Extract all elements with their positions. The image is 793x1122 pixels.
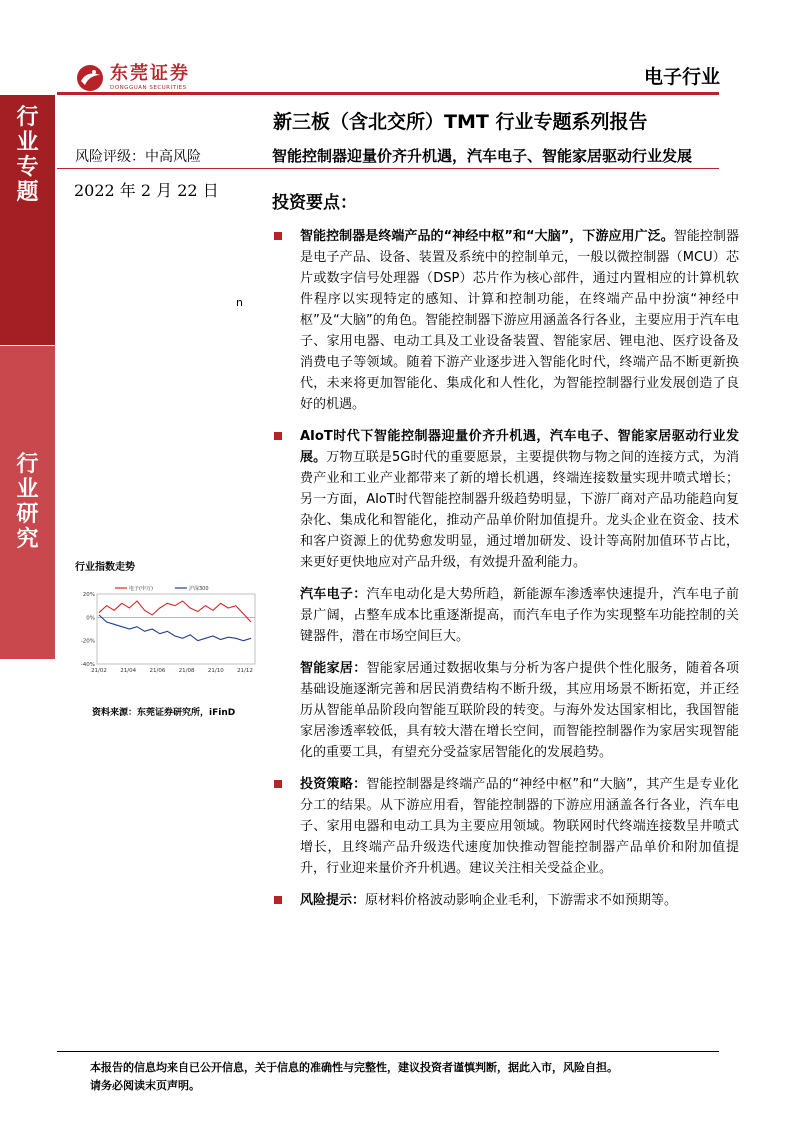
point-heading: AIoT时代下智能控制器迎量价齐升机遇，汽车电子、智能家居驱动行业发展。 — [300, 429, 739, 465]
sidebar-char: 究 — [16, 527, 39, 552]
brand-name-cn: 东莞证券 — [110, 63, 190, 84]
sidebar-char: 业 — [16, 130, 39, 155]
chart-x-tick-label: 21/08 — [178, 668, 195, 674]
sidebar-char: 行 — [16, 105, 39, 130]
sidebar-char: 行 — [16, 452, 39, 477]
disclaimer-line: 本报告的信息均来自已公开信息，关于信息的准确性与完整性，建议投资者谨慎判断，据此入市，风险自担。 — [90, 1061, 618, 1074]
sidebar-char: 业 — [16, 477, 39, 502]
disclaimer-note: 请务必阅读末页声明。 — [90, 1079, 200, 1092]
point-heading: 智能家居： — [300, 661, 367, 676]
report-date: 2022 年 2 月 22 日 — [74, 181, 219, 200]
chart-y-tick-label: -20% — [80, 638, 95, 645]
index-trend-chart — [75, 580, 260, 680]
point-text: 智能家居通过数据收集与分析为客户提供个性化服务，随着各项基础设施逐渐完善和居民消费结构不断升级，其应用场景不断拓宽，并正经历从智能单品阶段向智能互联阶段的转变。与海外发达国家相比，我国智能家居渗透率较低，具有较大潜在增长空间，而智能控制器作为家居实现智能化的重要工具，有望充分受益家居智能化的发展趋势。 — [300, 661, 739, 760]
point-heading: 智能控制器是终端产品的“神经中枢”和“大脑”，下游应用广泛。 — [300, 229, 674, 244]
key-points-heading: 投资要点： — [272, 193, 357, 213]
chart-series-line-1 — [99, 601, 251, 622]
key-points — [272, 226, 739, 922]
point-investment-strategy — [272, 774, 739, 879]
footer-divider — [57, 1051, 719, 1052]
point-heading: 汽车电子： — [300, 587, 367, 602]
point-text: 智能控制器是终端产品的“神经中枢”和“大脑”，其产生是专业化分工的结果。从下游应用看，智能控制器的下游应用涵盖各行各业，汽车电子、家用电器和电动工具为主要应用领域。物联网时代终端连接数呈井喷式增长，且终端产品升级迭代速度加快推动智能控制器产品单价和附加值提升，行业迎来量价齐升机遇。建议关注相关受益企业。 — [300, 777, 739, 876]
point-text: 万物互联是5G时代的重要愿景，主要提供物与物之间的连接方式，为消费产业和工业产业都带来了新的增长机遇，终端连接数量实现井喷式增长；另一方面，AIoT时代智能控制器升级趋势明显，下游厂商对产品功能趋向复杂化、集成化和智能化，推动产品单价附加值提升。龙头企业在资金、技术和客户资源上的优势愈发明显，通过增加研发、设计等高附加值环节占比，来更好更快地应对产品升级，有效提升盈利能力。 — [300, 450, 739, 570]
brand-logo — [76, 60, 190, 96]
chart-y-tick-label: 0% — [86, 615, 95, 622]
sidebar-char: 专 — [16, 155, 39, 180]
chart-series-line-2 — [99, 615, 251, 641]
sidebar-char: 研 — [16, 502, 39, 527]
brand-name-en: DONGGUAN SECURITIES — [110, 85, 187, 91]
stray-character: n — [236, 296, 243, 309]
point-risk-warning — [272, 890, 739, 911]
chart-x-tick-label: 21/10 — [207, 668, 224, 674]
sidebar-bottom-label — [0, 452, 55, 552]
chart-title: 行业指数走势 — [75, 562, 135, 573]
point-text: 智能控制器是电子产品、设备、装置及系统中的控制单元，一般以微控制器（MCU）芯片或数字信号处理器（DSP）芯片作为核心部件，通过内置相应的计算机软件程序以实现特定的感知、计算和控制功能，在终端产品中扮演“神经中枢”及“大脑”的角色。智能控制器下游应用涵盖各行各业，主要应用于汽车电子、家用电器、电动工具及工业设备装置、智能家居、锂电池、医疗设备及消费电子等领域。随着下游产业逐步进入智能化时代，终端产品不断更新换代，未来将更加智能化、集成化和人性化，为智能控制器行业发展创造了良好的机遇。 — [300, 229, 739, 412]
chart-source: 资料来源：东莞证券研究所，iFinD — [92, 708, 236, 718]
point-text: 原材料价格波动影响企业毛利，下游需求不如预期等。 — [365, 893, 678, 908]
header-divider — [57, 92, 719, 95]
sidebar-bottom-band — [0, 346, 55, 659]
chart-x-tick-label: 21/04 — [120, 668, 137, 674]
chart-legend-label: 电子(申万) — [129, 586, 153, 592]
point-auto-electronics — [272, 584, 739, 647]
sidebar-top-band — [0, 95, 55, 345]
chart-y-tick-label: 20% — [82, 592, 95, 598]
report-title: 新三板（含北交所）TMT 行业专题系列报告 — [273, 111, 648, 133]
risk-rating: 风险评级：中高风险 — [75, 149, 201, 165]
sidebar-top-label — [0, 105, 55, 205]
point-text: 汽车电动化是大势所趋，新能源车渗透率快速提升，汽车电子前景广阔，占整车成本比重逐渐提高，而汽车电子作为实现整车功能控制的关键器件，潜在市场空间巨大。 — [300, 587, 739, 644]
point-aiot-opportunity — [272, 426, 739, 573]
bullet-square-icon — [274, 232, 282, 240]
chart-x-tick-label: 21/02 — [91, 668, 107, 674]
chart-x-tick-label: 21/12 — [237, 668, 253, 674]
bullet-square-icon — [274, 780, 282, 788]
point-heading: 投资策略： — [300, 777, 367, 792]
bullet-square-icon — [274, 432, 282, 440]
point-smart-home — [272, 658, 739, 763]
disclaimer — [90, 1059, 618, 1095]
sidebar-char: 题 — [16, 180, 39, 205]
industry-label: 电子行业 — [643, 66, 720, 88]
report-subtitle: 智能控制器迎量价齐升机遇，汽车电子、智能家居驱动行业发展 — [272, 147, 693, 165]
subtitle-divider — [57, 168, 719, 169]
chart-legend-label: 沪深300 — [189, 586, 209, 592]
chart-y-tick-label: -40% — [80, 662, 95, 668]
bullet-square-icon — [274, 896, 282, 904]
brand-logo-icon — [76, 64, 104, 92]
point-heading: 风险提示： — [300, 893, 366, 908]
chart-x-tick-label: 21/06 — [149, 668, 166, 674]
point-controller-role — [272, 226, 739, 415]
